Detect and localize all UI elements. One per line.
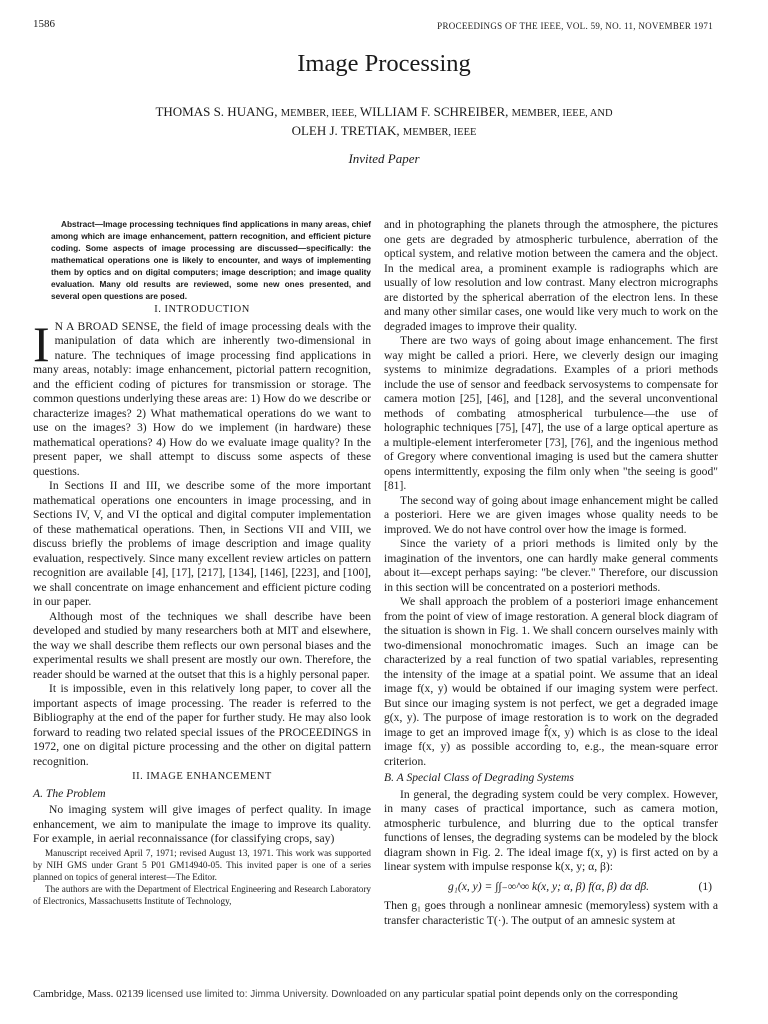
- right-paragraph-2: There are two ways of going about image enhancement. The first way might be called a priori. Here, we cleverly design our imaging systems to minimize degradations. Examples of a priori methods include the use of sensor and feedback servosystems to compensate for camera motion [25], [46], and [128], and the several unconventional methods of combating atmospherical turbulence—the use of holographic techniques [75], [47], the use of a large optical aperture as a multiple-element interferometer [73], [76], and the ingenious method of Gregory where conventional imaging is used but the camera shutter opens intermittently, exposing the film only when "the seeing is good" [81].: [384, 334, 718, 492]
- author-tretiak: OLEH J. TRETIAK,: [291, 123, 400, 138]
- paper-title: Image Processing: [297, 50, 471, 77]
- right-paragraph-7: Then g₁ goes through a nonlinear amnesic (memoryless) system with a transfer characteristic T(·). The output of an amnesic system at: [384, 899, 718, 927]
- invited-paper-label: Invited Paper: [348, 151, 420, 166]
- section-heading-introduction: I. INTRODUCTION: [154, 304, 250, 315]
- footer-line: [33, 988, 733, 1000]
- author-line-1: [0, 103, 768, 122]
- author-schreiber: WILLIAM F. SCHREIBER,: [359, 104, 509, 119]
- intro-paragraph-3: Although most of the techniques we shall describe have been developed and studied by many researchers both at MIT and elsewhere, the way we shall describe them reflects our own personal biases and the experimental results we shall present are mostly our own. Therefore, the reader should be warned at the outset that this is a highly personal paper.: [33, 609, 371, 681]
- footer-location: Cambridge, Mass. 02139: [33, 988, 144, 1000]
- right-paragraph-4: Since the variety of a priori methods is limited only by the imagination of the inventors, one can hardly make general comments about it—except perhaps saying: "be clever." Therefore, our discussion in this section will be concentrated on a posteriori methods.: [384, 537, 718, 594]
- abstract: Abstract—Image processing techniques find applications in many areas, chief among which are image enhancement, pattern recognition, and efficient picture coding. Some aspects of image processing are discussed—specifically: the mathematical operations one is likely to encounter, and ways of implementing them by optics and on digital computers; image description; and image quality evaluation. Many old results are reviewed, some new ones presented, and several open questions are posed.: [51, 219, 371, 301]
- author-schreiber-role: MEMBER, IEEE, AND: [511, 108, 613, 119]
- license-notice: licensed use limited to: Jimma University. Downloaded on: [146, 989, 401, 1000]
- section-heading-enhancement: II. IMAGE ENHANCEMENT: [132, 771, 272, 782]
- right-paragraph-6: In general, the degrading system could be very complex. However, in many cases of practical importance, such as camera motion, atmospheric turbulence, and blurring due to the optical transfer functions of lenses, the degrading systems can be modeled by the block diagram shown in Fig. 2. The ideal image f(x, y) is first acted on by a linear system with impulse response k(x, y; α, β):: [384, 787, 718, 873]
- author-block: [0, 103, 768, 141]
- right-paragraph-5: We shall approach the problem of a posteriori image enhancement from the point of view of image restoration. A general block diagram of the situation is shown in Fig. 1. We shall concern ourselves mainly with two-dimensional monochromatic images. Such an image can be characterized by a real function of two spatial variables, representing the intensity of the image at a spatial point. We assume that an ideal image f(x, y) would be obtained if our imaging system were perfect. But since our imaging system is not perfect, we get a degraded image g(x, y). The purpose of image restoration is to work on the degraded image to get an improved image f̂(x, y) which is as close to the ideal image f(x, y) as possible according to, e.g., the mean-square error criterion.: [384, 595, 718, 768]
- problem-paragraph: No imaging system will give images of perfect quality. In image enhancement, we aim to manipulate the image to improve its quality. For example, in aerial reconnaissance (for classifying crops, say): [33, 803, 371, 845]
- right-paragraph-1: and in photographing the planets through the atmosphere, the pictures one gets are degraded by atmospheric turbulence, aberration of the optical system, and relative motion between the camera and the object. In the medical area, a prominent example is radiographs which are usually of low resolution and low contrast. Many electron micrographs are distorted by the spherical aberration of the electron lens. In these and many other similar cases, one would like very much to work on the degraded images to improve their quality.: [384, 218, 718, 333]
- running-head: PROCEEDINGS OF THE IEEE, VOL. 59, NO. 11, NOVEMBER 1971: [437, 21, 713, 31]
- intro-paragraph-1-text: N A BROAD SENSE, the field of image processing deals with the manipulation of data which are inherently two-dimensional in nature. The techniques of image processing find applications in many areas, notably: image enhancement, pictorial pattern recognition, and the efficient coding of pictures for transmission or storage. The common questions underlying these areas are: 1) How do we describe or characterize images? 2) What mathematical operations do we want to use on the images? 3) How do we implement (in hardware) these mathematical operations? 4) How do we evaluate image quality? In the present paper, we shall attempt to discuss some aspects of these questions.: [33, 319, 371, 478]
- right-column: [384, 218, 718, 928]
- footnote-affiliation: The authors are with the Department of Electrical Engineering and Research Laboratory of Electronics, Massachusetts Institute of Technology,: [33, 883, 371, 906]
- author-huang: THOMAS S. HUANG,: [155, 104, 278, 119]
- drop-cap: I: [33, 315, 50, 372]
- author-line-2: [0, 122, 768, 141]
- subsection-heading-problem: A. The Problem: [33, 786, 106, 800]
- equation-1: [448, 880, 712, 895]
- subsection-heading-special-class: B. A Special Class of Degrading Systems: [384, 771, 574, 784]
- footer-continuation: any particular spatial point depends only on the corresponding: [403, 988, 678, 1000]
- page-number: 1586: [33, 18, 55, 30]
- intro-paragraph-1: [33, 315, 371, 480]
- left-column: [33, 218, 371, 907]
- intro-paragraph-2: In Sections II and III, we describe some of the more important mathematical operations one encounters in image processing, and in Sections IV, V, and VI the optical and digital computer implementation of these mathematical operations. Then, in Sections VII and VIII, we discuss briefly the problems of image description and image quality evaluation, respectively. Since many excellent review articles on pattern recognition are available [4], [17], [217], [134], [146], [223], and [100], we shall concentrate on image enhancement and efficient picture coding in our paper.: [33, 479, 371, 608]
- equation-1-body: g₁(x, y) = ∫∫₋∞^∞ k(x, y; α, β) f(α, β) dα dβ.: [448, 879, 650, 893]
- intro-paragraph-4: It is impossible, even in this relatively long paper, to cover all the important aspects of image processing. The reader is referred to the Bibliography at the end of the paper for further study. He may also look forward to reading two related special issues of the PROCEEDINGS in 1972, one on digital picture processing and the other on digital pattern recognition.: [33, 682, 371, 768]
- right-paragraph-3: The second way of going about image enhancement might be called a posteriori. Here we are given images whose quality needs to be improved. We do not have control over how the image is formed.: [384, 493, 718, 536]
- author-tretiak-role: MEMBER, IEEE: [402, 127, 477, 138]
- equation-1-number: (1): [698, 879, 712, 893]
- footnote-manuscript: Manuscript received April 7, 1971; revised August 13, 1971. This work was supported by NIH GMS under Grant 5 P01 GM14940-05. This invited paper is one of a series planned on topics of general interest—The Editor.: [33, 847, 371, 882]
- author-huang-role: MEMBER, IEEE,: [280, 108, 357, 119]
